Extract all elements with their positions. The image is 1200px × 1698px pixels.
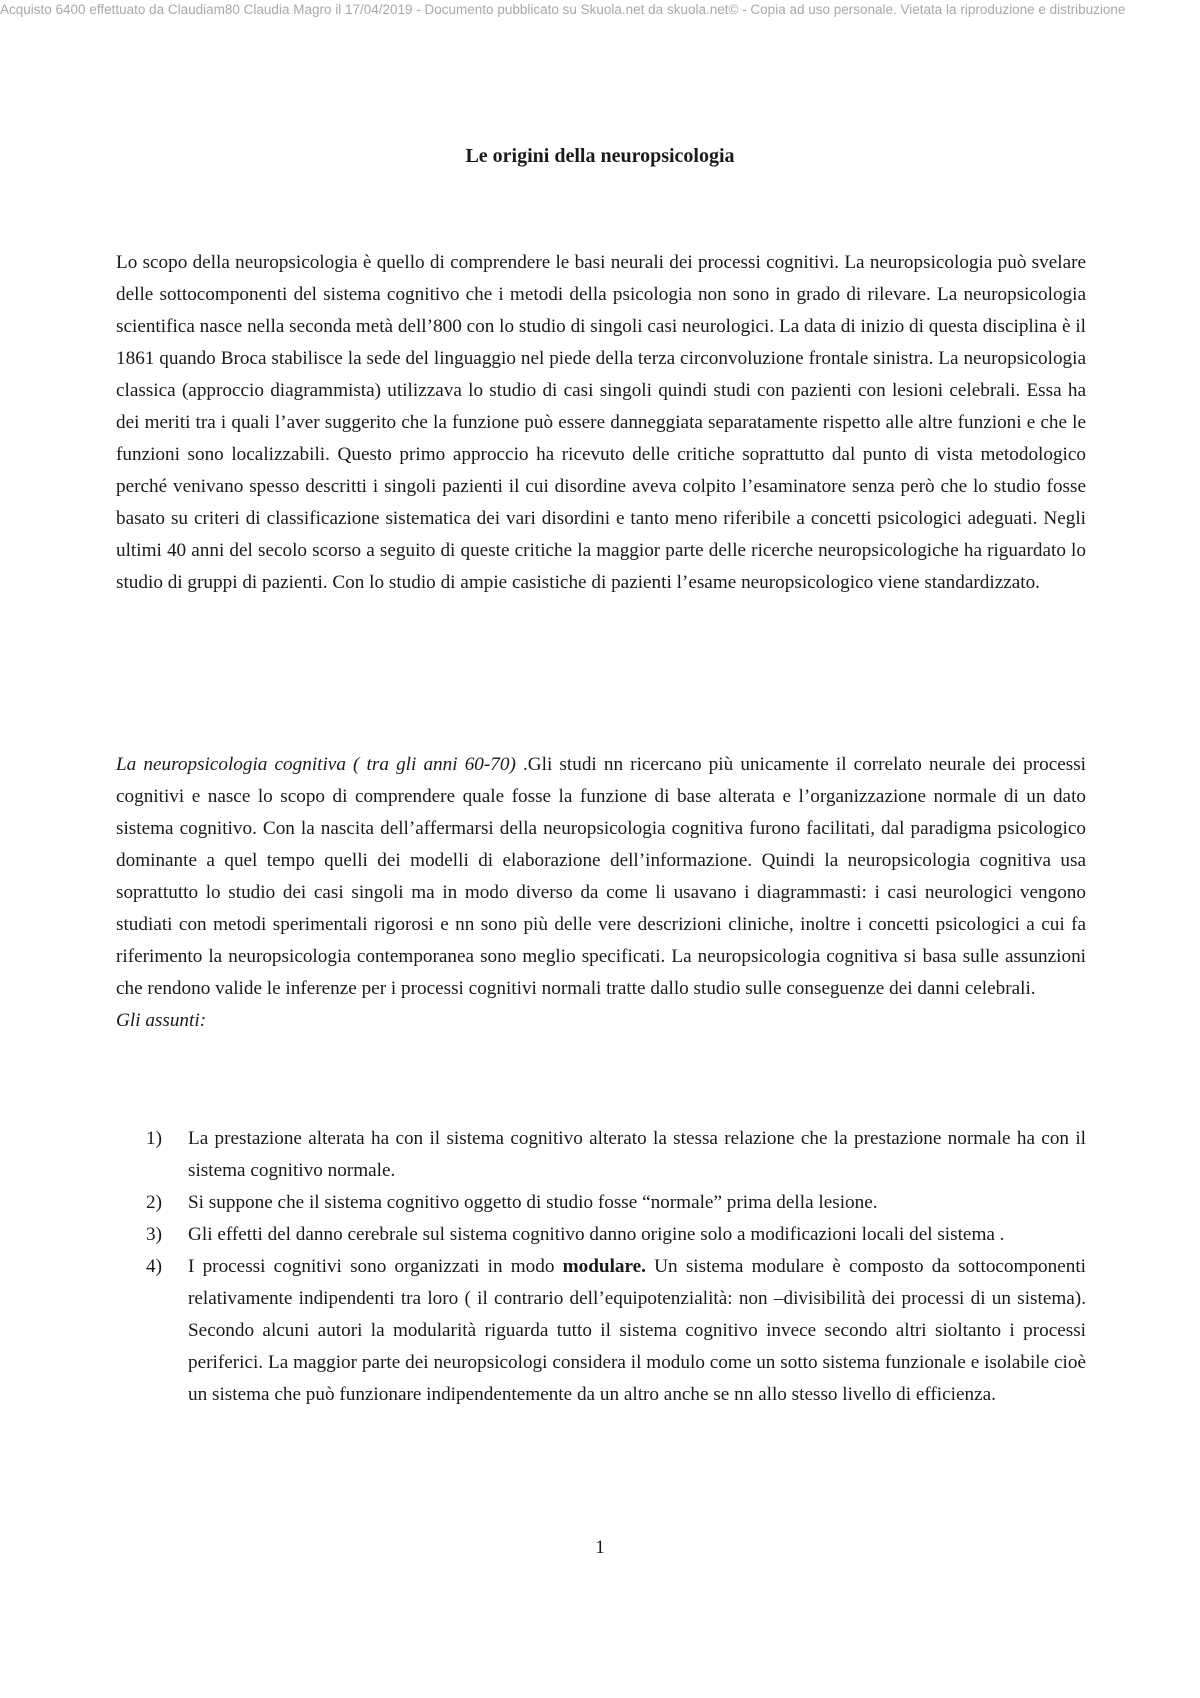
intro-section xyxy=(116,247,1086,599)
list-item xyxy=(146,1123,1086,1187)
assumptions-label: Gli assunti: xyxy=(116,1010,207,1031)
list-item xyxy=(146,1187,1086,1219)
list-item xyxy=(146,1251,1086,1411)
list-item-text-before: I processi cognitivi sono organizzati in modo xyxy=(188,1256,563,1277)
list-item-number: 2) xyxy=(146,1192,162,1213)
cognitive-neuropsychology-paragraph xyxy=(116,749,1086,1037)
list-item-number: 1) xyxy=(146,1128,162,1149)
page-number: 1 xyxy=(595,1537,605,1558)
list-item-text-after: Un sistema modulare è composto da sottocomponenti relativamente indipendenti tra loro ( il contrario dell’equipotenzialità: non –divisibilità dei processi di un sistema). Secondo alcuni autori la modularità riguarda tutto il sistema cognitivo invece secondo altri sioltanto i processi periferici. La maggior parte dei neuropsicologi considera il modulo come un sotto sistema funzionale e isolabile cioè un sistema che può funzionare indipendentemente da un altro anche se nn allo stesso livello di efficienza. xyxy=(188,1256,1086,1405)
copyright-watermark: Acquisto 6400 effettuato da Claudiam80 Claudia Magro il 17/04/2019 - Documento pubblicato su Skuola.net da skuola.net© - Copia ad uso personale. Vietata la riproduzione e distribuzione xyxy=(0,2,1126,17)
assumptions-list xyxy=(146,1123,1086,1411)
list-item-number: 4) xyxy=(146,1256,162,1277)
intro-paragraph: Lo scopo della neuropsicologia è quello di comprendere le basi neurali dei processi cognitivi. La neuropsicologia può svelare delle sottocomponenti del sistema cognitivo che i metodi della psicologia non sono in grado di rilevare. La neuropsicologia scientifica nasce nella seconda metà dell’800 con lo studio di singoli casi neurologici. La data di inizio di questa disciplina è il 1861 quando Broca stabilisce la sede del linguaggio nel piede della terza circonvoluzione frontale sinistra. La neuropsicologia classica (approccio diagrammista) utilizzava lo studio di casi singoli quindi studi con pazienti con lesioni celebrali. Essa ha dei meriti tra i quali l’aver suggerito che la funzione può essere danneggiata separatamente rispetto alle altre funzioni e che le funzioni sono localizzabili. Questo primo approccio ha ricevuto delle critiche soprattutto dal punto di vista metodologico perché venivano spesso descritti i singoli pazienti il cui disordine aveva colpito l’esaminatore senza però che lo studio fosse basato su criteri di classificazione sistematica dei vari disordini e tanto meno riferibile a concetti psicologici adeguati. Negli ultimi 40 anni del secolo scorso a seguito di queste critiche la maggior parte delle ricerche neuropsicologiche ha riguardato lo studio di gruppi di pazienti. Con lo studio di ampie casistiche di pazienti l’esame neuropsicologico viene standardizzato. xyxy=(116,252,1086,593)
page-title: Le origini della neuropsicologia xyxy=(465,145,735,167)
list-item-text: Gli effetti del danno cerebrale sul sistema cognitivo danno origine solo a modificazioni locali del sistema . xyxy=(188,1224,1005,1245)
cognitive-neuropsychology-section xyxy=(116,749,1086,1037)
list-item-text xyxy=(188,1256,1086,1405)
section-lead-italic: La neuropsicologia cognitiva ( tra gli anni 60-70) xyxy=(116,754,523,775)
modular-keyword: modulare. xyxy=(562,1256,646,1277)
list-item-text: La prestazione alterata ha con il sistema cognitivo alterato la stessa relazione che la prestazione normale ha con il sistema cognitivo normale. xyxy=(188,1128,1086,1181)
list-item xyxy=(146,1219,1086,1251)
list-item-number: 3) xyxy=(146,1224,162,1245)
section-body-text: .Gli studi nn ricercano più unicamente il correlato neurale dei processi cognitivi e nasce lo scopo di comprendere quale fosse la funzione di base alterata e l’organizzazione normale di un dato sistema cognitivo. Con la nascita dell’affermarsi della neuropsicologia cognitiva furono facilitati, dal paradigma psicologico dominante a quel tempo quelli dei modelli di elaborazione dell’informazione. Quindi la neuropsicologia cognitiva usa soprattutto lo studio dei casi singoli ma in modo diverso da come li usavano i diagrammasti: i casi neurologici vengono studiati con metodi sperimentali rigorosi e nn sono più delle vere descrizioni cliniche, inoltre i concetti psicologici a cui fa riferimento la neuropsicologia contemporanea sono meglio specificati. La neuropsicologia cognitiva si basa sulle assunzioni che rendono valide le inferenze per i processi cognitivi normali tratte dallo studio sulle conseguenze dei danni celebrali. xyxy=(116,754,1086,999)
list-item-text: Si suppone che il sistema cognitivo oggetto di studio fosse “normale” prima della lesione. xyxy=(188,1192,878,1213)
